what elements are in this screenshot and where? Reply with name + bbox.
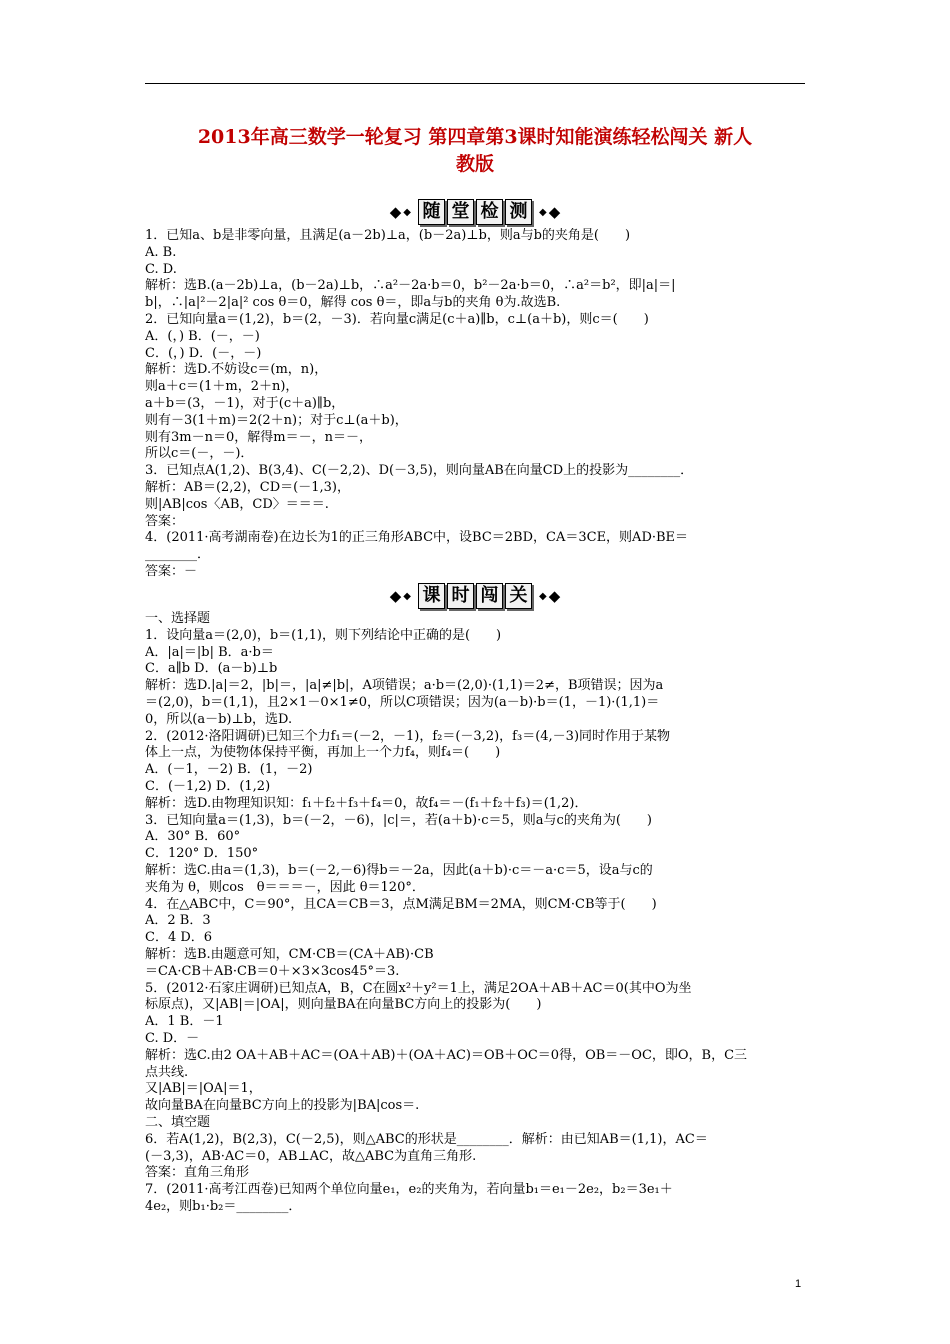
text-line: 解析：选D.不妨设c＝(m，n)， <box>145 362 328 378</box>
text-line: 解析：选B.(a－2b)⊥a，(b－2a)⊥b，∴a²－2a·b＝0，b²－2a·b＝0，∴a²＝b²，即|a|＝| <box>145 278 676 294</box>
text-line <box>145 1216 810 1233</box>
section1-body <box>145 228 810 581</box>
text-line: 则a＋c＝(1＋m，2＋n)， <box>145 379 299 395</box>
title-line-2: 教版 <box>455 153 494 175</box>
text-line: C．4 D．6 <box>145 930 213 946</box>
text-line: 夹角为 θ，则cos θ＝＝＝－，因此 θ＝120°． <box>145 879 425 895</box>
text-line: 3．已知向量a＝(1,3)，b＝(－2，－6)，|c|＝，若(a＋b)·c＝5，则a与c的夹角为( ) <box>145 812 652 828</box>
text-line: C. D．－ <box>145 1030 200 1046</box>
text-line: 解析：选D.由物理知识知：f₁＋f₂＋f₃＋f₄＝0，故f₄＝－(f₁＋f₂＋f₃)＝(1,2)． <box>145 795 588 811</box>
text-line: C．a∥b D．(a－b)⊥b <box>145 661 278 677</box>
diamond-icon: ◆ <box>539 206 547 218</box>
banner-char: 时 <box>447 583 474 609</box>
text-line: 二、填空题 <box>145 1114 211 1130</box>
text-line: ＝(2,0)，b＝(1,1)，且2×1－0×1≠0，所以C项错误；因为(a－b)·b＝(1，－1)·(1,1)＝ <box>145 694 660 710</box>
document-title <box>145 124 805 178</box>
text-line: 4e₂，则b₁·b₂＝________． <box>145 1198 302 1214</box>
header-rule <box>145 83 805 84</box>
text-line: a＋b＝(3，－1)，对于(c＋a)∥b， <box>145 395 345 411</box>
diamond-icon: ◆ <box>403 206 411 218</box>
title-line-1: 2013年高三数学一轮复习 第四章第3课时知能演练轻松闯关 新人 <box>197 126 753 148</box>
section-banner-classroom <box>0 199 950 225</box>
text-line: ________． <box>145 547 211 563</box>
text-line: 则|AB|cos〈AB，CD〉＝＝＝. <box>145 496 329 512</box>
text-line: 2．(2012·洛阳调研)已知三个力f₁＝(－2，－1)，f₂＝(－3,2)，f₃＝(4,－3)同时作用于某物 <box>145 728 671 744</box>
text-line: (－3,3)，AB·AC＝0，AB⊥AC，故△ABC为直角三角形. <box>145 1148 477 1164</box>
text-line: 2．已知向量a＝(1,2)，b＝(2，－3)．若向量c满足(c＋a)∥b，c⊥(a＋b)，则c＝( ) <box>145 311 649 327</box>
text-line: 则有－3(1＋m)＝2(2＋n)；对于c⊥(a＋b)， <box>145 412 408 428</box>
text-line: 解析：选B.由题意可知，CM·CB＝(CA＋AB)·CB <box>145 946 434 962</box>
text-line: 4．(2011·高考湖南卷)在边长为1的正三角形ABC中，设BC＝2BD，CA＝3CE，则AD·BE＝ <box>145 530 689 546</box>
diamond-icon: ◆ <box>403 590 411 602</box>
text-line: 5．(2012·石家庄调研)已知点A，B，C在圆x²＋y²＝1上，满足2OA＋AB＋AC＝0(其中O为坐 <box>145 980 692 996</box>
text-line: 体上一点，为使物体保持平衡，再加上一个力f₄，则f₄＝( ) <box>145 745 501 761</box>
text-line: A．1 B．－1 <box>145 1014 224 1030</box>
text-line: 解析：选C.由2 OA＋AB＋AC＝(OA＋AB)＋(OA＋AC)＝OB＋OC＝0得，OB＝－OC，即O，B，C三 <box>145 1047 748 1063</box>
diamond-icon: ◆ <box>539 590 547 602</box>
text-line: A. B. <box>145 244 177 260</box>
text-line: A．|a|＝|b| B．a·b＝ <box>145 644 274 660</box>
banner-char: 测 <box>505 199 532 225</box>
page-number: 1 <box>795 1278 802 1290</box>
text-line: 4．在△ABC中，C＝90°，且CA＝CB＝3，点M满足BM＝2MA，则CM·CB等于( ) <box>145 896 657 912</box>
text-line: 答案： <box>145 513 185 529</box>
text-line: 6．若A(1,2)，B(2,3)，C(－2,5)，则△ABC的形状是________．解析：由已知AB＝(1,1)，AC＝ <box>145 1131 708 1147</box>
section2-body <box>145 611 810 1232</box>
text-line: C. D. <box>145 261 177 277</box>
text-line: ＝CA·CB＋AB·CB＝0＋×3×3cos45°＝3. <box>145 963 400 979</box>
text-line: 一、选择题 <box>145 611 211 626</box>
text-line: 解析：选C.由a＝(1,3)，b＝(－2,－6)得b＝－2a，因此(a＋b)·c＝－a·c＝5，设a与c的 <box>145 862 653 878</box>
text-line: 则有3m－n＝0，解得m＝－，n＝－， <box>145 429 372 445</box>
text-line: A．(，) B．(－，－) <box>145 328 260 344</box>
text-line: 答案：直角三角形 <box>145 1165 250 1181</box>
text-line: 1．设向量a＝(2,0)，b＝(1,1)，则下列结论中正确的是( ) <box>145 627 502 643</box>
text-line: C．120° D．150° <box>145 846 259 862</box>
text-line: A．2 B．3 <box>145 913 211 929</box>
text-line: 解析：AB＝(2,2)，CD＝(－1,3)， <box>145 479 350 495</box>
text-line: A．(－1，－2) B．(1，－2) <box>145 762 313 778</box>
text-line: 解析：选D.|a|＝2，|b|＝，|a|≠|b|，A项错误；a·b＝(2,0)·(1,1)＝2≠，B项错误；因为a <box>145 678 664 694</box>
text-line: 又|AB|＝|OA|＝1， <box>145 1081 262 1097</box>
banner-char: 关 <box>505 583 532 609</box>
text-line: C．(－1,2) D．(1,2) <box>145 778 271 794</box>
text-line: A．30° B．60° <box>145 829 241 845</box>
text-line: 1．已知a、b是非零向量，且满足(a－2b)⊥a，(b－2a)⊥b，则a与b的夹角是( ) <box>145 228 631 243</box>
text-line: 3．已知点A(1,2)、B(3,4)、C(－2,2)、D(－3,5)，则向量AB在向量CD上的投影为________． <box>145 463 694 479</box>
diamond-icon: ◆ <box>389 586 402 605</box>
text-line: 0，所以(a－b)⊥b，选D. <box>145 711 293 727</box>
section-banner-lesson <box>0 583 950 609</box>
text-line: 点共线. <box>145 1064 189 1080</box>
banner-char: 堂 <box>447 199 474 225</box>
text-line: 所以c＝(－，－)． <box>145 446 254 462</box>
text-line: 答案：－ <box>145 563 198 579</box>
text-line: b|，∴|a|²－2|a|² cos θ＝0，解得 cos θ＝，即a与b的夹角 θ为.故选B. <box>145 295 561 311</box>
banner-char: 检 <box>476 199 503 225</box>
banner-char: 随 <box>418 199 445 225</box>
diamond-icon: ◆ <box>389 202 402 221</box>
diamond-icon: ◆ <box>548 202 561 221</box>
diamond-icon: ◆ <box>548 586 561 605</box>
banner-char: 课 <box>418 583 445 609</box>
banner-char: 闯 <box>476 583 503 609</box>
text-line: 故向量BA在向量BC方向上的投影为|BA|cos＝. <box>145 1098 420 1114</box>
text-line: 标原点)，又|AB|＝|OA|，则向量BA在向量BC方向上的投影为( ) <box>145 997 542 1013</box>
text-line: C．(，) D．(－，－) <box>145 345 262 361</box>
text-line: 7．(2011·高考江西卷)已知两个单位向量e₁，e₂的夹角为，若向量b₁＝e₁－2e₂，b₂＝3e₁＋ <box>145 1182 673 1198</box>
